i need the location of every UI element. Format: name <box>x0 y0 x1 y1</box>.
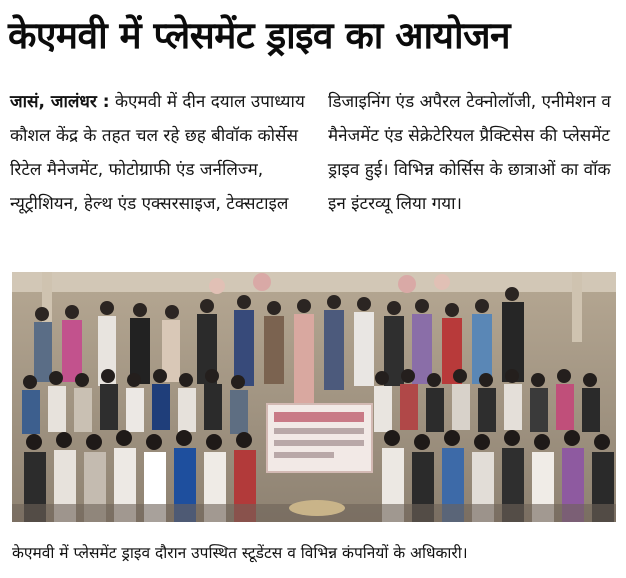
group-photo <box>12 272 616 522</box>
article-body-left: केएमवी में दीन दयाल उपाध्याय कौशल केंद्र के तहत चल रहे छह बीवॉक कोर्सेस रिटेल मैनेजमेंट, फोटोग्राफी एंड जर्नलिज्म, न्यूट्रीशियन, हेल्थ एंड एक्सरसाइज, टेक्सटाइल <box>10 92 305 214</box>
headline: केएमवी में प्लेसमेंट ड्राइव का आयोजन <box>8 14 511 57</box>
article-body-right: डिजाइनिंग एंड अपैरल टेक्नोलॉजी, एनीमेशन व मैनेजमेंट एंड सेक्रेटेरियल प्रैक्टिसेस की प्लेसमेंट ड्राइव हुई। विभिन्न कोर्सिस के छात्राओं का वॉक इन इंटरव्यू लिया गया। <box>328 92 611 214</box>
article-column-right <box>328 85 620 221</box>
article-column-left <box>10 85 310 221</box>
group-photo-illustration <box>12 272 616 522</box>
dateline: जासं, जालंधर : <box>10 92 110 112</box>
photo-caption: केएमवी में प्लेसमेंट ड्राइव दौरान उपस्थित स्टूडेंटस व विभिन्न कंपनियों के अधिकारी। <box>12 544 468 562</box>
